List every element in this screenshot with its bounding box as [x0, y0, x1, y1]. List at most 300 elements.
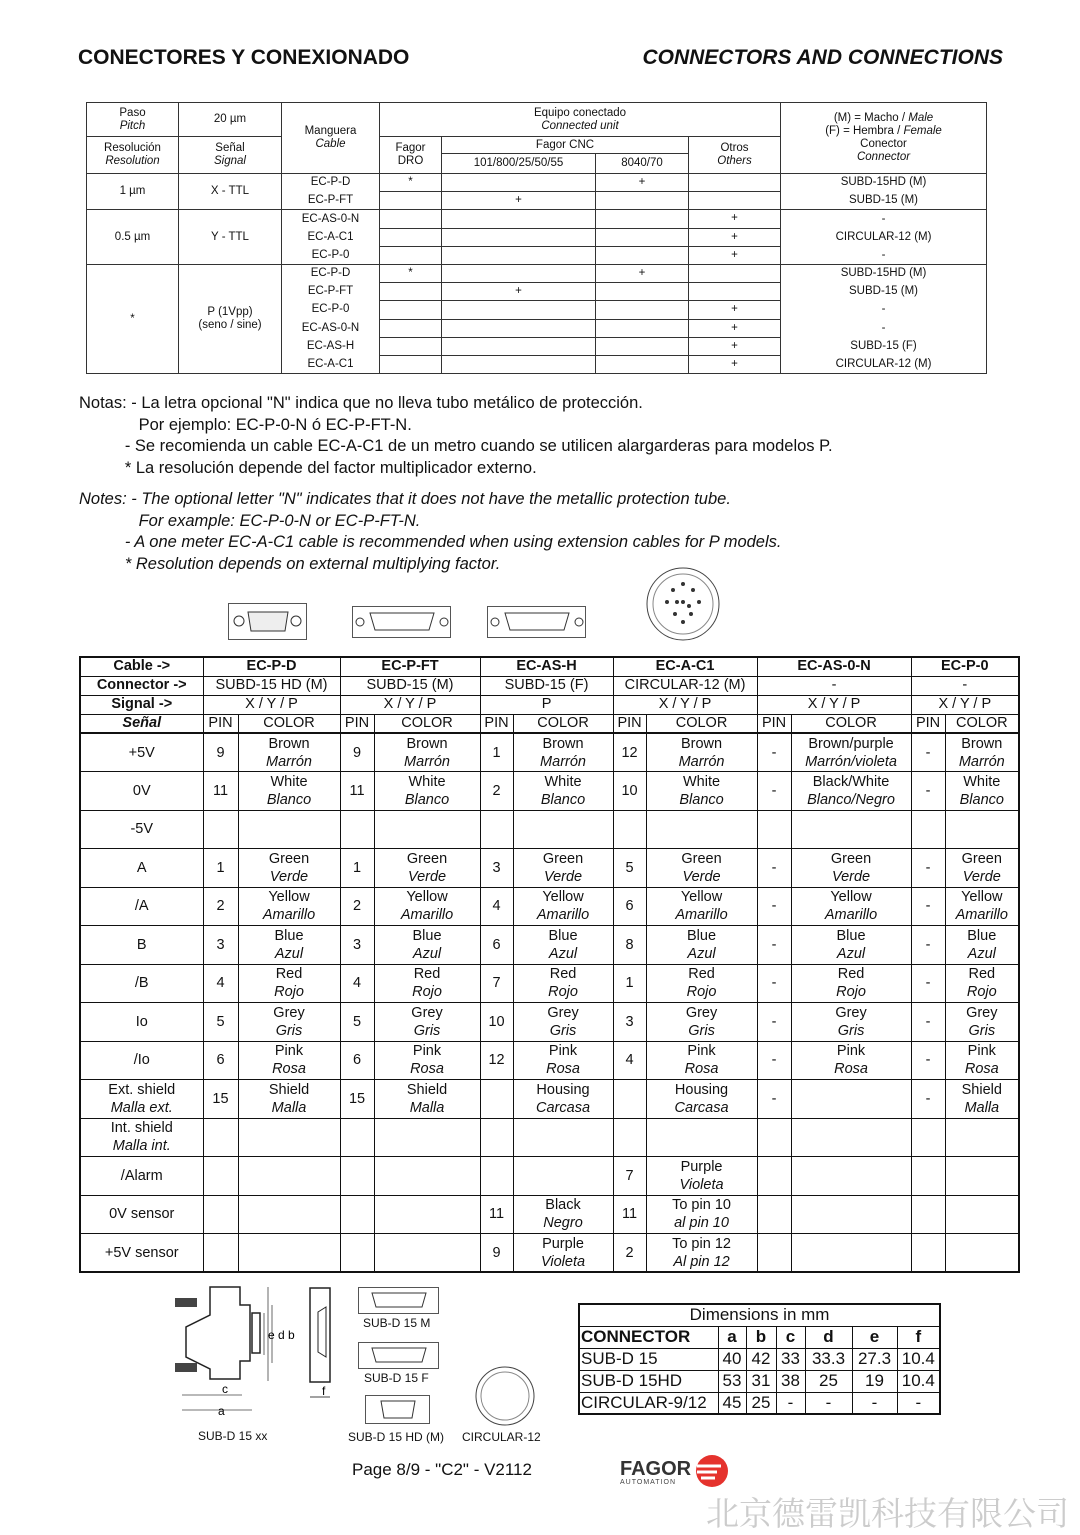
color-cell	[945, 1080, 1019, 1119]
color-en: Brown	[680, 735, 723, 752]
cnc1-cell: +	[442, 283, 596, 301]
color-es: Blanco	[404, 791, 450, 808]
pin-cell	[911, 1118, 945, 1157]
header-row	[80, 695, 1019, 714]
pin-cell: 4	[613, 1041, 646, 1080]
pin-cell: 10	[480, 1003, 513, 1042]
pin-cell: 2	[480, 772, 513, 811]
note-line: - Se recomienda un cable EC-A-C1 de un metro cuando se utilicen alargarderas para modelos P.	[79, 437, 833, 456]
color-cell	[791, 1195, 911, 1234]
pin-cell	[613, 1118, 646, 1157]
signal-cell	[80, 1195, 203, 1234]
cnc2-cell	[596, 319, 689, 337]
color-cell	[513, 810, 613, 849]
signal-cell	[80, 733, 203, 772]
others-cell: +	[689, 301, 781, 319]
svg-text:f: f	[322, 1384, 326, 1398]
cable-signal: X / Y / P	[340, 695, 480, 714]
pin-cell: 1	[480, 733, 513, 772]
cnc2-cell	[596, 301, 689, 319]
cnc2-cell	[596, 246, 689, 264]
dims-value: 19	[852, 1370, 897, 1392]
signal-cell	[80, 1118, 203, 1157]
cable-cell: EC-AS-H	[282, 337, 380, 355]
cnc1-cell	[442, 174, 596, 192]
pin-cell: 15	[203, 1080, 238, 1119]
dro-cell	[380, 355, 442, 373]
pin-cell: 5	[340, 1003, 374, 1042]
cnc2-header: 8040/70	[596, 154, 689, 174]
color-es: Gris	[968, 1022, 996, 1039]
cable-connector: SUBD-15 (M)	[340, 676, 480, 695]
table-row	[80, 1041, 1019, 1080]
pin-cell: 5	[203, 1003, 238, 1042]
color-en: Pink	[687, 1043, 716, 1060]
dro-cell	[380, 192, 442, 210]
color-en: Green	[268, 850, 310, 867]
color-cell	[513, 772, 613, 811]
connector-cell: SUBD-15HD (M)	[781, 174, 987, 192]
pin-cell: 6	[340, 1041, 374, 1080]
color-es: Azul	[967, 945, 996, 962]
color-cell	[945, 733, 1019, 772]
color-cell	[791, 1157, 911, 1196]
pin-cell: 2	[340, 887, 374, 926]
color-en: Brown	[961, 735, 1003, 752]
color-es: Carcasa	[536, 1099, 591, 1116]
pin-cell	[911, 810, 945, 849]
signal-name: +5V sensor	[104, 1244, 179, 1261]
cable-header: Manguera Cable	[282, 103, 380, 174]
dro-cell	[380, 210, 442, 228]
pin-cell: -	[911, 772, 945, 811]
watermark: 北京德雷凯科技有限公司	[706, 1495, 1069, 1532]
others-cell	[689, 264, 781, 282]
color-cell	[791, 926, 911, 965]
pin-cell	[613, 1080, 646, 1119]
dims-connector: SUB-D 15	[579, 1348, 718, 1370]
cnc1-cell	[442, 319, 596, 337]
color-es: Amarillo	[536, 907, 590, 924]
signal-type: P (1Vpp)	[207, 306, 253, 318]
color-cell	[374, 1118, 480, 1157]
pin-cell	[911, 1195, 945, 1234]
pin-cell: 4	[480, 887, 513, 926]
signal-name: B	[136, 936, 147, 953]
color-en: Yellow	[542, 889, 584, 906]
table-row	[80, 1195, 1019, 1234]
color-en: Grey	[966, 1004, 998, 1021]
header-row	[80, 714, 1019, 733]
pin-cell: 3	[340, 926, 374, 965]
cnc1-cell	[442, 337, 596, 355]
color-es: Verde	[407, 868, 447, 885]
pin-cell: 7	[613, 1157, 646, 1196]
color-en: Pink	[274, 1043, 304, 1060]
color-en: Housing	[674, 1081, 729, 1098]
color-es: al pin 10	[674, 1215, 729, 1232]
pin-cell: -	[911, 1003, 945, 1042]
pin-cell	[613, 810, 646, 849]
cable-connector: -	[757, 676, 911, 695]
pin-cell: -	[757, 1003, 791, 1042]
signal-cell	[80, 1041, 203, 1080]
connector-cell: SUBD-15HD (M)	[781, 264, 987, 282]
color-cell	[513, 1118, 613, 1157]
signal-type-note: (seno / sine)	[198, 319, 262, 331]
color-es: Rosa	[546, 1061, 580, 1078]
color-cell	[238, 1003, 340, 1042]
cable-signal: X / Y / P	[911, 695, 1019, 714]
dims-value: 27.3	[852, 1348, 897, 1370]
connector-cell: -	[781, 301, 987, 319]
cable-connector: SUBD-15 (F)	[480, 676, 613, 695]
page-number: Page 8/9 - "C2" - V2112	[352, 1460, 532, 1479]
circular-12-connector-icon	[645, 566, 721, 642]
pin-cell: -	[757, 849, 791, 888]
pin-header: PIN	[613, 714, 646, 733]
signal-cell	[80, 849, 203, 888]
pin-cell: 9	[480, 1234, 513, 1273]
cable-connector: -	[911, 676, 1019, 695]
dims-value: -	[776, 1392, 805, 1414]
color-en: Pink	[548, 1043, 578, 1060]
pin-cell: 4	[340, 964, 374, 1003]
caption-subd-xx: SUB-D 15 xx	[198, 1429, 268, 1443]
cnc2-cell	[596, 228, 689, 246]
dims-row	[579, 1370, 940, 1392]
pin-cell: 11	[480, 1195, 513, 1234]
pin-cell	[911, 1234, 945, 1273]
pin-header: PIN	[480, 714, 513, 733]
color-cell	[945, 1157, 1019, 1196]
color-es: Amarillo	[675, 907, 728, 924]
color-header: COLOR	[791, 714, 911, 733]
pin-cell	[757, 1234, 791, 1273]
color-en: White	[963, 773, 1001, 790]
dro-cell	[380, 246, 442, 264]
connected-unit-header: Equipo conectado Connected unit	[380, 103, 781, 137]
cable-signal: P	[480, 695, 613, 714]
dims-value: -	[805, 1392, 852, 1414]
pin-cell: -	[757, 964, 791, 1003]
connector-cell: -	[781, 319, 987, 337]
color-en: Grey	[547, 1004, 579, 1021]
cable-cell: EC-P-D	[282, 264, 380, 282]
color-en: Brown	[268, 735, 310, 752]
dims-row	[579, 1348, 940, 1370]
signal-cell	[80, 1157, 203, 1196]
pin-cell	[203, 1195, 238, 1234]
signal-cell	[80, 810, 203, 849]
table-row	[87, 264, 987, 282]
color-en: Pink	[412, 1043, 442, 1060]
color-es: Azul	[274, 945, 304, 962]
color-es: Amarillo	[824, 907, 878, 924]
pin-cell: 6	[203, 1041, 238, 1080]
color-cell	[374, 810, 480, 849]
connector-header: (M) = Macho / Male (F) = Hembra / Female Conector Connector	[781, 103, 987, 174]
color-es: Carcasa	[674, 1099, 729, 1116]
color-es: Gris	[549, 1022, 577, 1039]
table-row	[80, 1080, 1019, 1119]
dims-value: 10.4	[897, 1348, 940, 1370]
color-en: Housing	[536, 1081, 590, 1098]
pin-cell	[203, 1157, 238, 1196]
color-es: Azul	[412, 945, 442, 962]
pin-cell: -	[911, 1041, 945, 1080]
dims-connector: CIRCULAR-9/12	[579, 1392, 718, 1414]
cnc2-cell: +	[596, 264, 689, 282]
cable-connector: CIRCULAR-12 (M)	[613, 676, 757, 695]
color-es: Marrón	[958, 753, 1005, 770]
color-cell	[513, 733, 613, 772]
signal-name: /Alarm	[120, 1167, 163, 1184]
color-cell	[238, 1157, 340, 1196]
color-cell	[513, 887, 613, 926]
color-en: Brown	[406, 735, 448, 752]
color-cell	[646, 887, 757, 926]
color-cell	[238, 849, 340, 888]
color-cell	[513, 1234, 613, 1273]
cable-cell: EC-AS-0-N	[282, 210, 380, 228]
pin-cell: 6	[613, 887, 646, 926]
cnc1-header: 101/800/25/50/55	[442, 154, 596, 174]
caption-subd-f: SUB-D 15 F	[364, 1371, 429, 1385]
color-es: Malla	[271, 1099, 307, 1116]
color-header: COLOR	[238, 714, 340, 733]
color-es: Al pin 12	[673, 1253, 730, 1270]
color-cell	[513, 964, 613, 1003]
pin-cell: 4	[203, 964, 238, 1003]
connector-cell: SUBD-15 (M)	[781, 192, 987, 210]
color-cell	[945, 1234, 1019, 1273]
color-cell	[945, 926, 1019, 965]
connector-cell: SUBD-15 (F)	[781, 337, 987, 355]
pin-cell: 15	[340, 1080, 374, 1119]
color-cell	[646, 1003, 757, 1042]
cable-cell: EC-P-FT	[282, 283, 380, 301]
others-cell: +	[689, 228, 781, 246]
color-en: Blue	[274, 927, 304, 944]
pin-cell: -	[911, 849, 945, 888]
color-header: COLOR	[513, 714, 613, 733]
dims-connector: SUB-D 15HD	[579, 1370, 718, 1392]
table-row	[80, 1003, 1019, 1042]
color-cell	[945, 772, 1019, 811]
caption-circular: CIRCULAR-12	[462, 1430, 541, 1444]
dims-value: 25	[805, 1370, 852, 1392]
color-es: Gris	[413, 1022, 441, 1039]
color-cell	[238, 733, 340, 772]
color-es: Gris	[275, 1022, 303, 1039]
table-row	[80, 810, 1019, 849]
color-en: Pink	[836, 1043, 866, 1060]
color-es: Blanco	[266, 791, 312, 808]
color-en: Green	[406, 850, 448, 867]
color-es: Rojo	[966, 984, 997, 1001]
pin-cell: 2	[203, 887, 238, 926]
color-es: Verde	[682, 868, 721, 885]
signal-cell	[179, 264, 282, 373]
pin-cell	[340, 1157, 374, 1196]
color-es: Rosa	[964, 1061, 999, 1078]
signal-header: Señal Signal	[179, 137, 282, 174]
cable-name: EC-P-D	[203, 657, 340, 676]
pin-cell: 12	[480, 1041, 513, 1080]
cable-name: EC-P-0	[911, 657, 1019, 676]
dims-value: 38	[776, 1370, 805, 1392]
color-cell	[238, 1195, 340, 1234]
connector-cell: SUBD-15 (M)	[781, 283, 987, 301]
pin-header: PIN	[203, 714, 238, 733]
color-es: Rojo	[412, 984, 442, 1001]
signal-cell	[80, 887, 203, 926]
color-en: Pink	[967, 1043, 996, 1060]
color-es: Marrón	[404, 753, 450, 770]
color-es: Marrón/violeta	[805, 753, 897, 770]
color-cell	[791, 772, 911, 811]
header-row	[80, 676, 1019, 695]
circular-12-icon	[474, 1365, 536, 1427]
color-es: Rosa	[410, 1061, 444, 1078]
signal-cell	[80, 926, 203, 965]
color-cell	[791, 810, 911, 849]
color-cell	[646, 772, 757, 811]
color-en: Yellow	[406, 889, 448, 906]
dims-header: a	[718, 1326, 746, 1348]
color-cell	[374, 733, 480, 772]
color-es: Violeta	[679, 1176, 724, 1193]
color-header: COLOR	[374, 714, 480, 733]
color-en: Blue	[836, 927, 866, 944]
pin-cell	[203, 1234, 238, 1273]
color-es: Amarillo	[955, 907, 1008, 924]
table-row	[80, 772, 1019, 811]
color-cell	[513, 849, 613, 888]
cnc1-cell	[442, 301, 596, 319]
header-label: Señal	[80, 714, 203, 733]
color-es: Gris	[688, 1022, 715, 1039]
color-cell	[945, 1118, 1019, 1157]
note-line: Notes: - The optional letter "N" indicates that it does not have the metallic protection tube.	[79, 490, 731, 508]
color-cell	[513, 1157, 613, 1196]
signal-name: -5V	[130, 821, 154, 838]
header-label: Cable ->	[80, 657, 203, 676]
dims-value: 53	[718, 1370, 746, 1392]
subd-15f-connector-icon	[487, 606, 587, 639]
color-es: Rojo	[548, 984, 578, 1001]
table-row	[87, 210, 987, 228]
pin-cell	[480, 1157, 513, 1196]
cable-cell: EC-P-FT	[282, 192, 380, 210]
color-cell	[791, 887, 911, 926]
color-cell	[238, 810, 340, 849]
table-row	[87, 174, 987, 192]
fagor-logo: FAGOR	[620, 1458, 692, 1480]
color-cell	[646, 1118, 757, 1157]
pin-cell: 11	[613, 1195, 646, 1234]
pin-cell: -	[757, 733, 791, 772]
cable-name: EC-A-C1	[613, 657, 757, 676]
color-cell	[374, 964, 480, 1003]
signal-name: Ext. shield	[108, 1081, 176, 1098]
dim-e: e d b	[268, 1328, 295, 1342]
dims-value: 10.4	[897, 1370, 940, 1392]
signal-type: Y - TTL	[211, 230, 249, 243]
dims-value: -	[897, 1392, 940, 1414]
cnc1-cell	[442, 264, 596, 282]
color-cell	[513, 1041, 613, 1080]
signal-cell	[80, 1003, 203, 1042]
color-cell	[791, 1041, 911, 1080]
caption-subd-hd: SUB-D 15 HD (M)	[348, 1430, 445, 1444]
color-en: Grey	[835, 1004, 867, 1021]
signal-name: /Io	[133, 1052, 150, 1069]
pin-cell	[480, 1080, 513, 1119]
pin-cell: -	[911, 964, 945, 1003]
connector-cell: -	[781, 246, 987, 264]
color-cell	[791, 733, 911, 772]
subd-15m-connector-icon	[352, 606, 452, 639]
color-en: Green	[961, 850, 1002, 867]
color-cell	[238, 1118, 340, 1157]
pitch-label: Paso Pitch	[87, 103, 179, 137]
signal-name: /B	[134, 975, 149, 992]
color-es: Azul	[548, 945, 578, 962]
color-cell	[513, 1003, 613, 1042]
color-es: Malla	[409, 1099, 445, 1116]
color-es: Blanco	[679, 791, 724, 808]
color-en: Yellow	[830, 889, 872, 906]
dro-cell	[380, 301, 442, 319]
resolution-header: Resolución Resolution	[87, 137, 179, 174]
dim-c: c	[222, 1382, 228, 1396]
pin-cell: -	[757, 926, 791, 965]
note-line: - A one meter EC-A-C1 cable is recommended when using extension cables for P models.	[79, 533, 782, 552]
color-en: White	[408, 773, 446, 790]
pin-cell: -	[757, 772, 791, 811]
others-cell: +	[689, 210, 781, 228]
pin-cell	[340, 810, 374, 849]
color-en: Yellow	[268, 889, 310, 906]
color-cell	[945, 849, 1019, 888]
table-row	[80, 1234, 1019, 1273]
dim-a: a	[218, 1404, 225, 1418]
color-es: Gris	[837, 1022, 865, 1039]
color-en: Red	[275, 966, 303, 983]
pin-cell	[203, 810, 238, 849]
cnc1-cell	[442, 210, 596, 228]
pin-cell: 11	[340, 772, 374, 811]
color-cell	[374, 1041, 480, 1080]
header-label: Signal ->	[80, 695, 203, 714]
signal-name: +5V	[128, 744, 155, 761]
color-en: White	[270, 773, 308, 790]
color-es: Verde	[543, 868, 583, 885]
color-cell	[646, 926, 757, 965]
dimensions-table	[578, 1303, 941, 1415]
color-en: To pin 12	[672, 1235, 731, 1252]
fagor-logo-sub: AUTOMATION	[620, 1479, 677, 1486]
dims-header: e	[852, 1326, 897, 1348]
resolution-cell: 1 µm	[87, 174, 179, 210]
pin-cell: 10	[613, 772, 646, 811]
color-cell	[791, 1118, 911, 1157]
color-en: Green	[830, 850, 872, 867]
signal-name-es: Malla int.	[112, 1138, 171, 1155]
cnc1-cell	[442, 228, 596, 246]
